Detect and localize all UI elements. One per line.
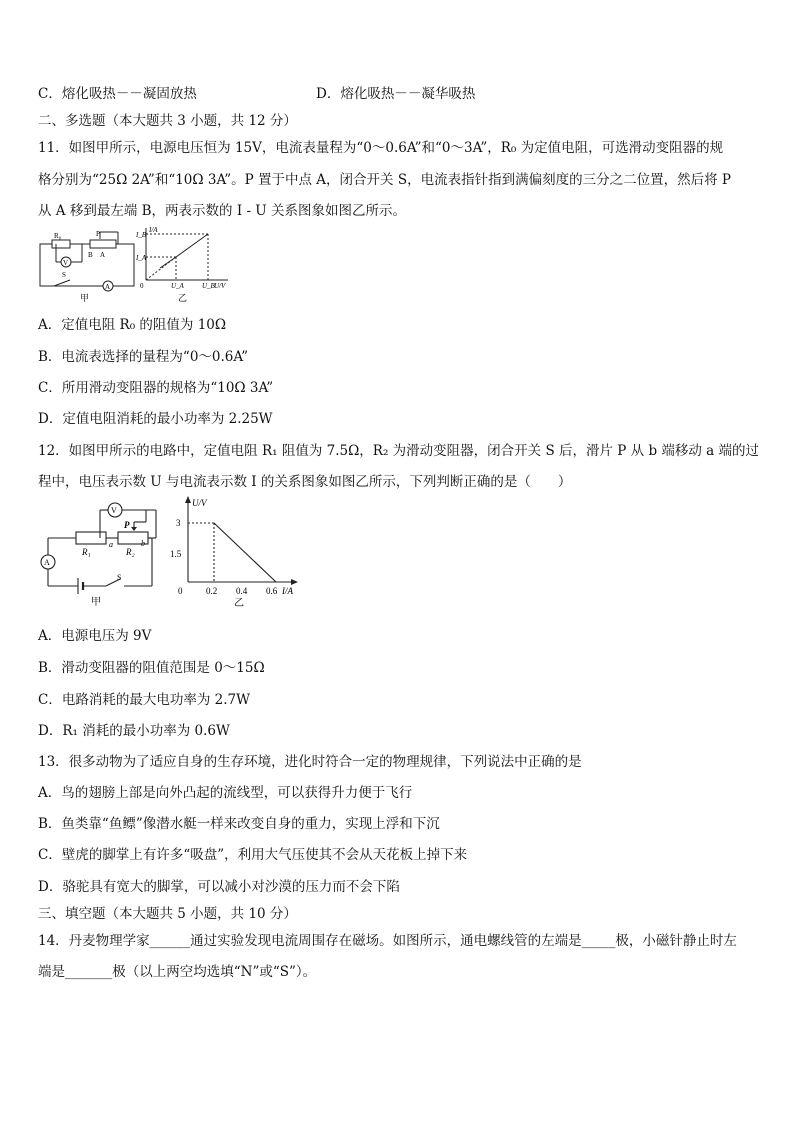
q11-stem-line1: 11．如图甲所示，电源电压恒为 15V，电流表量程为“0～0.6A”和“0～3A”，R₀ 为定值电阻，可选滑动变阻器的规 (38, 140, 724, 156)
slider-p-label: P (124, 520, 130, 530)
ub-label: U_B (202, 282, 215, 290)
y-axis-label: I/A (149, 226, 158, 234)
ib-label: I_B (136, 231, 147, 239)
q10-option-d: D．熔化吸热－－凝华吸热 (316, 86, 476, 102)
q12-stem-line2: 程中，电压表示数 U 与电流表示数 I 的关系图象如图乙所示，下列判断正确的是（ ） (38, 474, 572, 490)
x-tick-0-2: 0.2 (206, 586, 218, 596)
q13-option-a: A．鸟的翅膀上部是向外凸起的流线型，可以获得升力便于飞行 (38, 785, 413, 801)
p-label: P (96, 230, 100, 238)
y-axis-label: U/V (192, 498, 207, 508)
q14-stem-line2: 端是_______极（以上两空均选填“N”或“S”）。 (38, 964, 317, 980)
caption-yi: 乙 (178, 293, 188, 303)
origin-label: 0 (140, 282, 144, 290)
q13-stem: 13．很多动物为了适应自身的生存环境，进化时符合一定的物理规律，下列说法中正确的是 (38, 754, 582, 770)
ua-label: U_A (171, 282, 184, 290)
q12-graph-yi (168, 494, 306, 610)
q11-circuit-jia (36, 226, 136, 304)
voltmeter-label: V (63, 259, 69, 267)
q13-option-c: C．壁虎的脚掌上有许多“吸盘”，利用大气压使其不会从天花板上掉下来 (38, 847, 468, 863)
q11-option-b: B．电流表选择的量程为“0～0.6A” (38, 349, 249, 365)
q13-option-d: D．骆驼具有宽大的脚掌，可以减小对沙漠的压力而不会下陷 (38, 879, 400, 895)
section-3-heading: 三、填空题（本大题共 5 小题，共 10 分） (38, 906, 297, 922)
q11-stem-line3: 从 A 移到最左端 B，两表示数的 I - U 关系图象如图乙所示。 (38, 203, 406, 219)
q12-option-b: B．滑动变阻器的阻值范围是 0～15Ω (38, 660, 265, 676)
q11-graph-yi (136, 224, 232, 306)
q11-option-d: D．定值电阻消耗的最小功率为 2.25W (38, 411, 273, 427)
switch-label: S (117, 573, 122, 582)
ammeter-label: A (44, 558, 50, 567)
q11-option-a: A．定值电阻 R₀ 的阻值为 10Ω (38, 317, 227, 333)
x-tick-0-6: 0.6 (266, 586, 278, 596)
y-tick-3: 3 (176, 518, 181, 528)
y-tick-1-5: 1.5 (170, 549, 182, 559)
q12-circuit-jia (38, 500, 160, 608)
q12-option-c: C．电路消耗的最大电功率为 2.7W (38, 692, 250, 708)
caption-yi: 乙 (234, 598, 244, 609)
ia-label: I_A (136, 254, 147, 262)
voltmeter-label: V (111, 506, 117, 515)
q14-stem-line1: 14．丹麦物理学家______通过实验发现电流周围存在磁场。如图所示，通电螺线管的左端是_____极，小磁针静止时左 (38, 933, 737, 949)
q13-option-b: B．鱼类靠“鱼鳔”像潜水艇一样来改变自身的重力，实现上浮和下沉 (38, 816, 440, 832)
q12-option-a: A．电源电压为 9V (38, 628, 152, 644)
switch-label: S (62, 271, 66, 279)
q11-stem-line2: 格分别为“25Ω 2A”和“10Ω 3A”。P 置于中点 A，闭合开关 S，电流表指针指到满偏刻度的三分之二位置，然后将 P (38, 172, 731, 188)
q11-option-c: C．所用滑动变阻器的规格为“10Ω 3A” (38, 380, 274, 396)
q10-option-c: C．熔化吸热－－凝固放热 (38, 86, 197, 102)
q12-stem-line1: 12．如图甲所示的电路中，定值电阻 R₁ 阻值为 7.5Ω，R₂ 为滑动变阻器，闭合开关 S 后，滑片 P 从 b 端移动 a 端的过 (38, 443, 760, 459)
b-label: B (88, 251, 93, 259)
r1-label: R₁ (82, 547, 91, 557)
r2-label: R₂ (126, 547, 135, 557)
origin-label: 0 (178, 586, 183, 596)
ammeter-label: A (105, 283, 111, 291)
r0-label: R₀ (54, 232, 62, 240)
x-axis-label: U/V (214, 282, 226, 290)
x-tick-0-4: 0.4 (236, 586, 248, 596)
caption-jia: 甲 (91, 597, 101, 608)
x-axis-label: I/A (282, 586, 293, 596)
a-label: A (100, 251, 106, 259)
caption-jia: 甲 (80, 293, 90, 303)
q12-option-d: D．R₁ 消耗的最小功率为 0.6W (38, 723, 230, 739)
end-a-label: a (109, 540, 113, 549)
end-b-label: b (141, 539, 145, 548)
section-2-heading: 二、多选题（本大题共 3 小题，共 12 分） (38, 113, 297, 129)
